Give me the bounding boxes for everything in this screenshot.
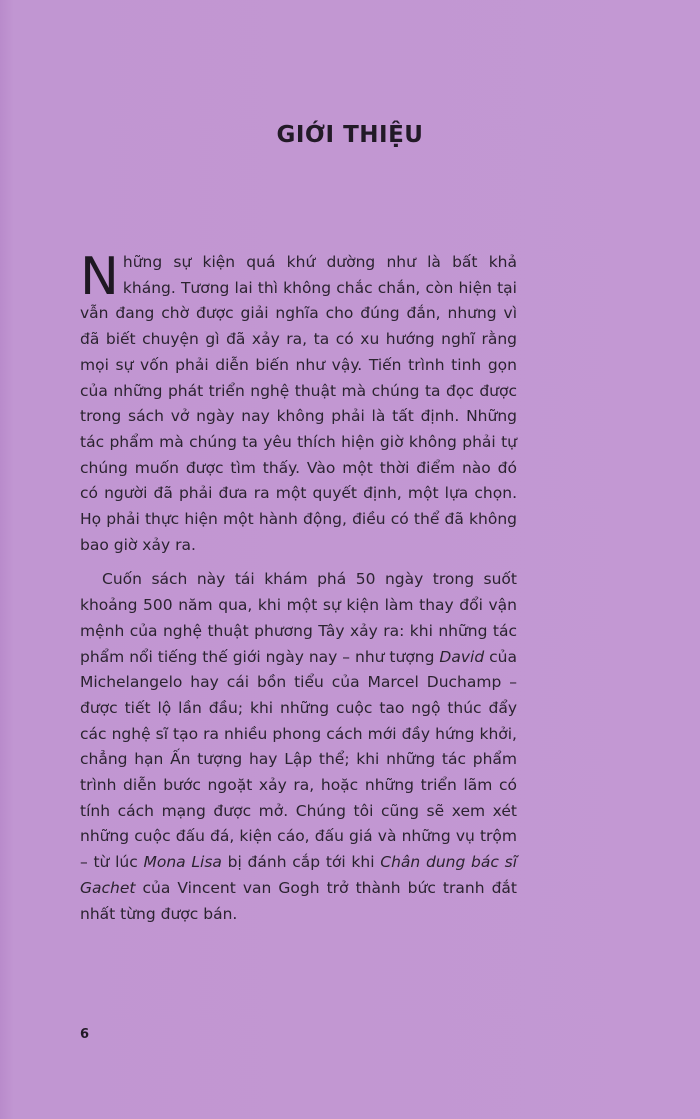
chapter-heading: GIỚI THIỆU (276, 122, 424, 148)
paragraph-intro-text: hững sự kiện quá khứ dường như là bất khả kháng. Tương lai thì không chắc chắn, còn hiện tại vẫn đang chờ được giải nghĩa cho đúng đắn, nhưng vì đã biết chuyện gì đã xảy ra, ta có xu hướng nghĩ rằng mọi sự vốn phải diễn biến như vậy. Tiến trình tinh gọn của những phát triển nghệ thuật mà chúng ta đọc được trong sách vở ngày nay không phải là tất định. Những tác phẩm mà chúng ta yêu thích hiện giờ không phải tự chúng muốn được tìm thấy. Vào một thời điểm nào đó có người đã phải đưa ra một quyết định, một lựa chọn. Họ phải thực hiện một hành động, điều có thể đã không bao giờ xảy ra. (80, 253, 517, 554)
body-text (80, 247, 518, 936)
paragraph-second-text-2: của Michelangelo hay cái bồn tiểu của Marcel Duchamp – được tiết lộ lần đầu; khi những cuộc tao ngộ thúc đẩy các nghệ sĩ tạo ra nhiều phong cách mới đầy hứng khởi, chẳng hạn Ấn tượng hay Lập thể; khi những tác phẩm trình diễn bước ngoặt xảy ra, hoặc những triển lãm có tính cách mạng được mở. Chúng tôi cũng sẽ xem xét những cuộc đấu đá, kiện cáo, đấu giá và những vụ trộm – từ lúc (80, 647, 517, 872)
italic-title-gachet: Chân dung bác sĩ Gachet (80, 853, 518, 897)
paragraph-second-text-1: Cuốn sách này tái khám phá 50 ngày trong suốt khoảng 500 năm qua, khi một sự kiện làm thay đổi vận mệnh của nghệ thuật phương Tây xảy ra: khi những tác phẩm nổi tiếng thế giới ngày nay – như tượng (80, 570, 517, 666)
italic-title-mona-lisa: Mona Lisa (143, 853, 222, 872)
paragraph-second-text-3: bị đánh cắp tới khi (221, 853, 381, 872)
paragraph-second (80, 567, 517, 927)
page-number: 6 (80, 1027, 90, 1042)
paragraph-intro (80, 247, 517, 558)
drop-cap: N (80, 247, 119, 307)
paragraph-second-text-4: của Vincent van Gogh trở thành bức tranh đắt nhất từng được bán. (80, 878, 517, 923)
italic-title-david: David (439, 647, 485, 666)
